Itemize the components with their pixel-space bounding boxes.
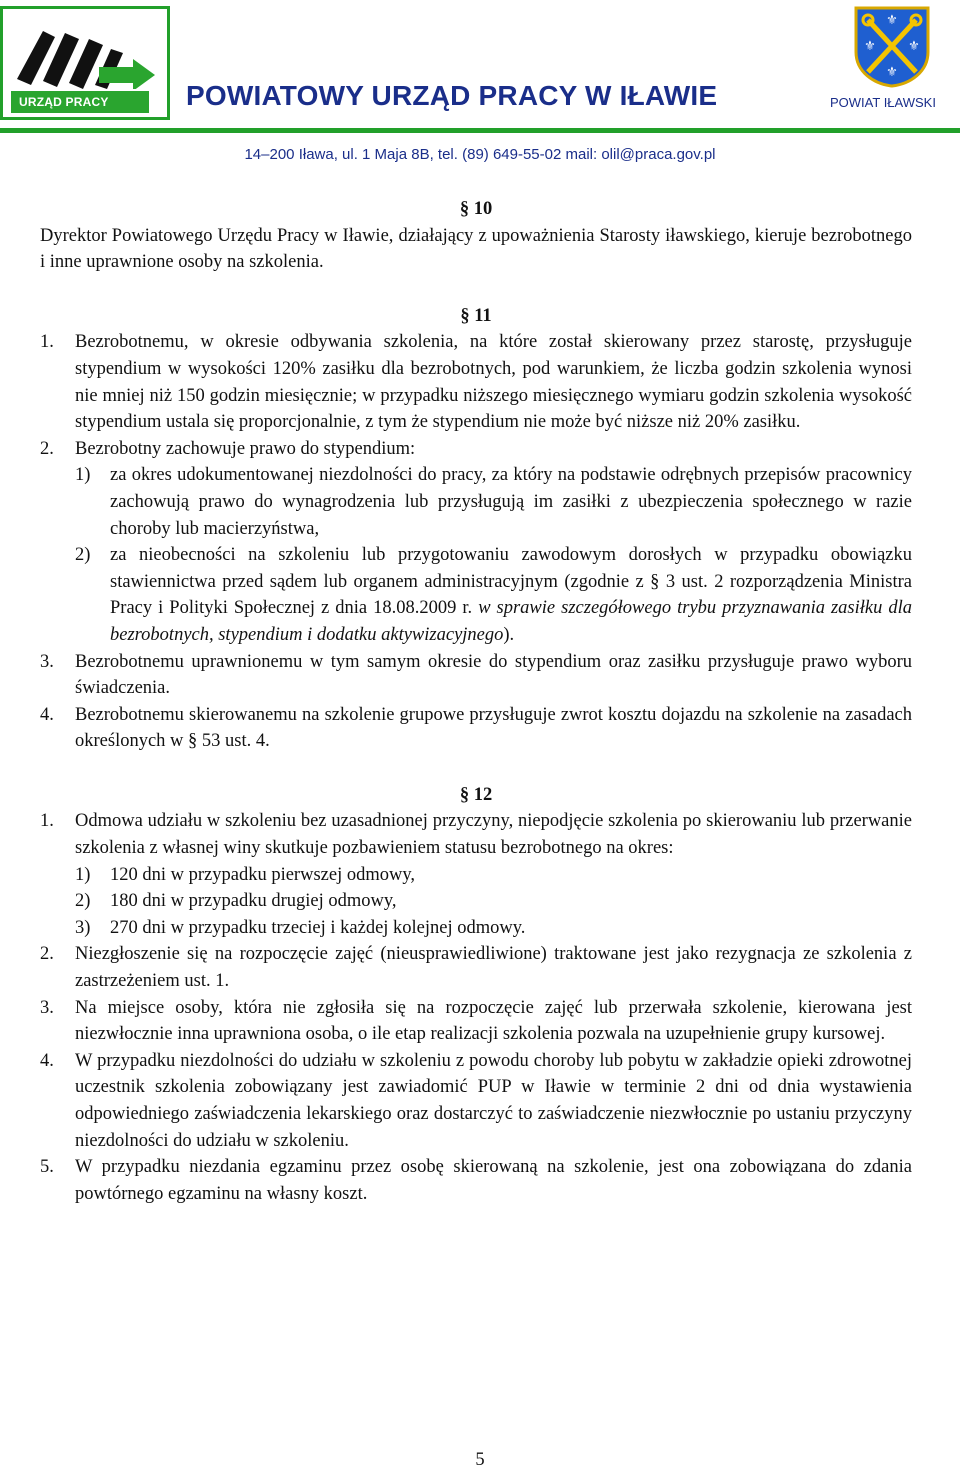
sub-text: 180 dni w przypadku drugiej odmowy, [110,891,397,912]
sub-number: 1) [75,864,91,885]
sub-text: 270 dni w przypadku trzeciej i każdej kolejnej odmowy. [110,917,526,938]
sub-number: 1) [75,465,91,486]
section-title-11: § 11 [460,305,492,326]
s12-item-1-sub-3 [75,915,912,942]
sub-text: za okres udokumentowanej niezdolności do pracy, za który na podstawie odrębnych przepisów pracownicy zachowują prawo do wynagrodzenia lub przysługują im zasiłki z ubezpieczenia społecznego w razie choroby lub macierzyństwa, [110,465,912,539]
svg-text:⚜: ⚜ [886,65,898,80]
s11-item-3 [40,649,912,702]
s11-item-4 [40,702,912,755]
sub-number: 3) [75,917,91,938]
item-number: 4. [40,1050,54,1071]
header-divider [0,128,960,133]
s12-item-1-sub-1 [75,862,912,889]
item-number: 4. [40,704,54,725]
item-number: 2. [40,438,54,459]
s11-item-1 [40,329,912,435]
item-text: W przypadku niezdania egzaminu przez osobę skierowaną na szkolenie, jest ona zobowiązana do zdania powtórnego egzaminu na własny koszt. [75,1157,912,1204]
office-title: POWIATOWY URZĄD PRACY W IŁAWIE [186,80,718,111]
document-body [40,196,912,1207]
page-number: 5 [475,1450,485,1470]
sub-text: 120 dni w przypadku pierwszej odmowy, [110,864,416,885]
svg-text:⚜: ⚜ [886,13,898,28]
item-number: 2. [40,944,54,965]
section-10-text: Dyrektor Powiatowego Urzędu Pracy w Iławie, działający z upoważnienia Starosty iławskiego, kieruje bezrobotnego i inne uprawnione osoby na szkolenia. [40,225,912,273]
section-title-10: § 10 [459,199,493,219]
s12-item-1 [40,808,912,941]
item-number: 3. [40,651,54,672]
logo-cards-icon [3,9,167,89]
item-text: Na miejsce osoby, która nie zgłosiła się na rozpoczęcie zajęć lub przerwała szkolenie, kierowana jest niezwłocznie inna uprawniona osoba, o ile etap realizacji szkolenia pozwala na uzupełnienie grupy kursowej. [75,997,912,1045]
s12-item-5 [40,1154,912,1207]
county-crest-icon [852,4,932,88]
svg-text:⚜: ⚜ [908,39,920,54]
county-label: POWIAT IŁAWSKI [830,95,936,110]
s11-item-2-sub-2 [75,542,912,648]
section-title-12: § 12 [459,784,493,805]
item-number: 3. [40,997,54,1018]
item-number: 5. [40,1157,54,1178]
office-address: 14–200 Iława, ul. 1 Maja 8B, tel. (89) 649-55-02 mail: olil@praca.gov.pl [244,146,716,163]
sub-number: 2) [75,545,91,566]
s11-item-2 [40,436,912,649]
svg-text:⚜: ⚜ [864,39,876,54]
item-text: Bezrobotnemu uprawnionemu w tym samym okresie do stypendium oraz zasiłku przysługuje prawo wyboru świadczenia. [75,651,912,699]
item-number: 1. [40,811,54,832]
item-text: Bezrobotny zachowuje prawo do stypendium: [75,438,416,459]
s12-item-1-sub-2 [75,888,912,915]
sub-text-end: ). [503,624,515,645]
s12-item-2 [40,941,912,994]
logo-label: URZĄD PRACY [11,91,149,113]
item-text: Niezgłoszenie się na rozpoczęcie zajęć (nieusprawiedliwione) traktowane jest jako rezygnacja ze szkolenia z zastrzeżeniem ust. 1. [75,944,912,992]
item-text: Bezrobotnemu skierowanemu na szkolenie grupowe przysługuje zwrot kosztu dojazdu na szkolenie na zasadach określonych w § 53 ust. 4. [75,704,912,752]
s12-item-3 [40,995,912,1048]
s11-item-2-sub-1 [75,462,912,542]
item-number: 1. [40,332,54,353]
regulation-title: w sprawie szczegółowego trybu przyznawania zasiłku dla bezrobotnych, stypendium i dodatku aktywizacyjnego [110,598,913,645]
item-text: Bezrobotnemu, w okresie odbywania szkolenia, na które został skierowany przez starostę, przysługuje stypendium w wysokości 120% zasiłku dla bezrobotnych, pod warunkiem, że liczba godzin szkolenia wynosi nie mniej niż 150 godzin miesięcznie; w przypadku niższego miesięcznego wymiaru godzin szkolenia wysokość stypendium ustala się proporcjonalnie, z tym że stypendium nie może być niższe niż 20% zasiłku. [75,332,912,433]
urzad-pracy-logo [0,6,170,120]
item-text: W przypadku niezdolności do udziału w szkoleniu z powodu choroby lub pobytu w zakładzie opieki zdrowotnej uczestnik szkolenia zobowiązany jest zawiadomić PUP w Iławie w terminie 2 dni od dnia wystawienia odpowiedniego zaświadczenia lekarskiego oraz dostarczyć to zaświadczenie niezwłocznie po ustaniu przyczyny niezdolności do udziału w szkoleniu. [75,1050,912,1151]
sub-number: 2) [75,891,91,912]
item-text: Odmowa udziału w szkoleniu bez uzasadnionej przyczyny, niepodjęcie szkolenia po skierowaniu lub przerwanie szkolenia z własnej winy skutkuje pozbawieniem statusu bezrobotnego na okres: [75,811,912,859]
s12-item-4 [40,1048,912,1154]
sub-text: za nieobecności na szkoleniu lub przygotowaniu zawodowym dorosłych w przypadku obowiązku stawiennictwa przed sądem lub organem administracyjnym (zgodnie z § 3 ust. 2 rozporządzenia Ministra Pracy i Polityki Społecznej z dnia 18.08.2009 r. [110,545,912,619]
